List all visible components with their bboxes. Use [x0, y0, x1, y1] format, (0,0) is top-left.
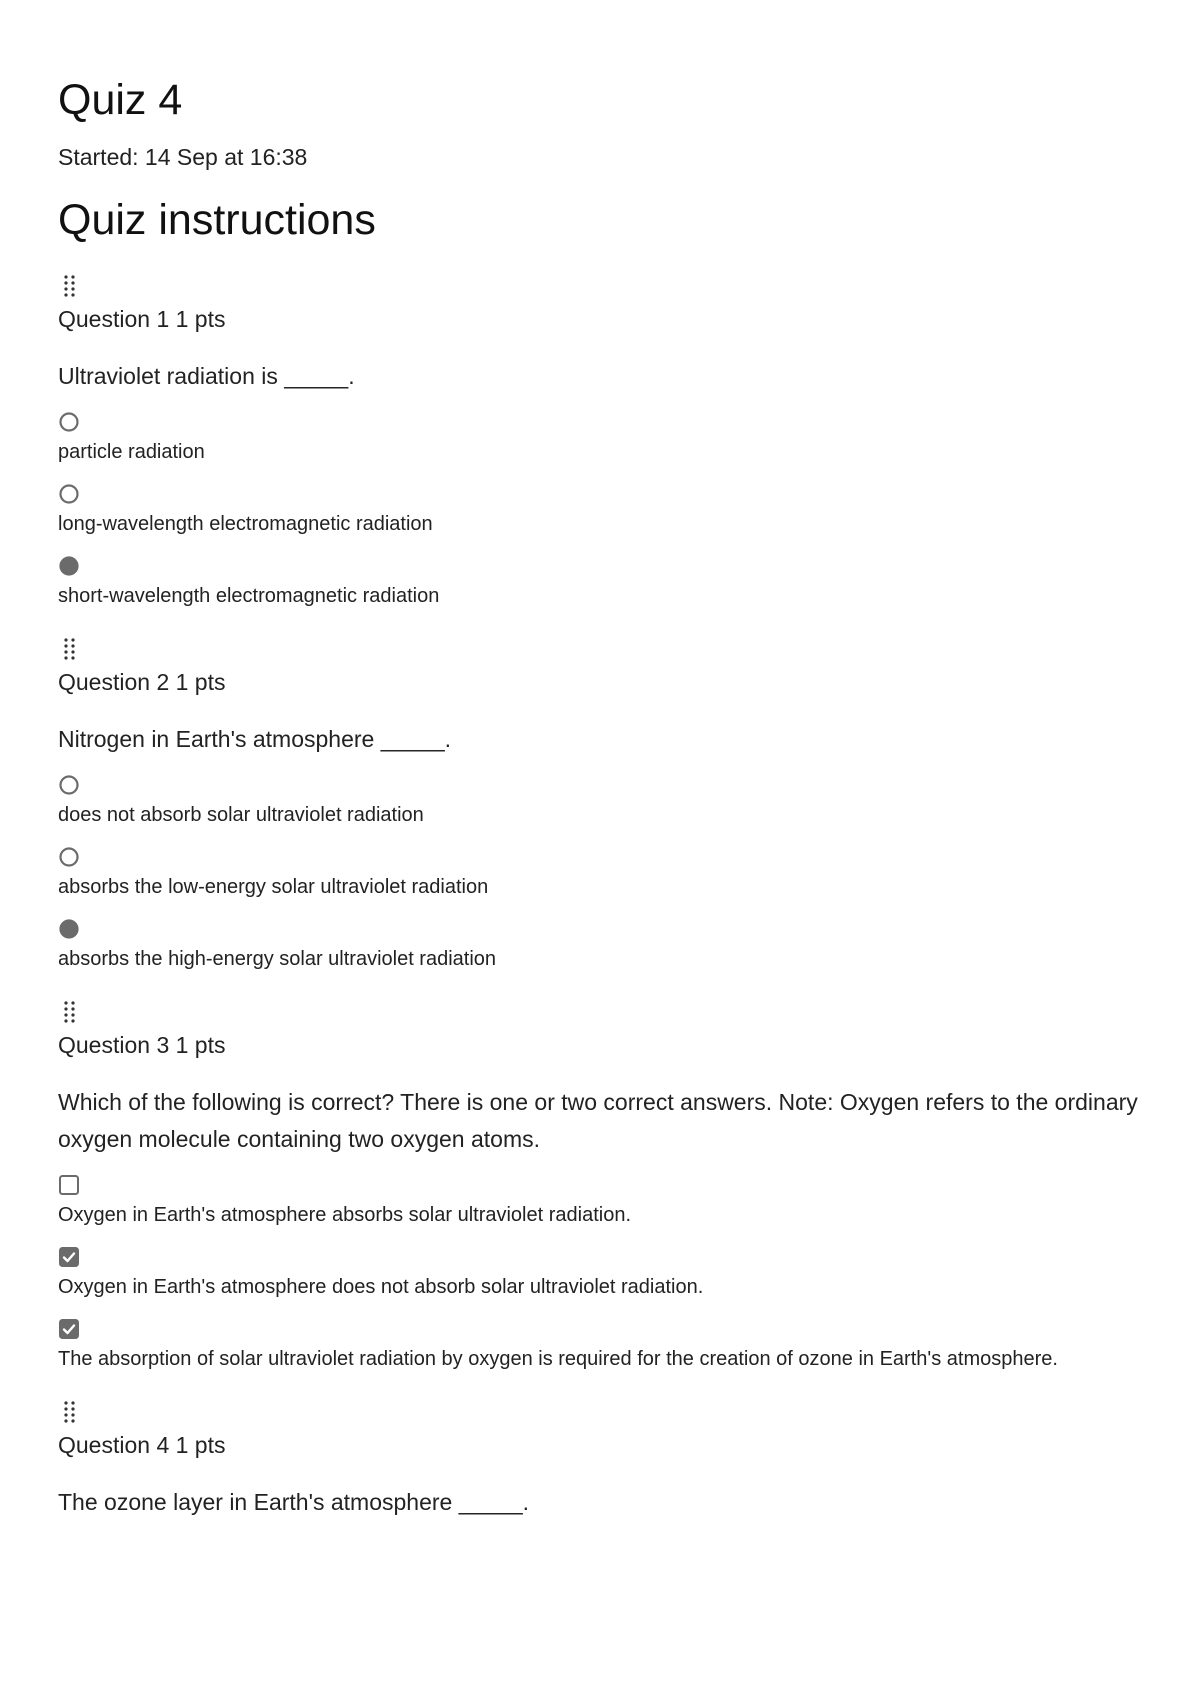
- radio-unselected-icon: [58, 483, 80, 505]
- checkbox[interactable]: [58, 1174, 80, 1196]
- answer-option: [58, 1246, 1142, 1300]
- answer-option: [58, 483, 1142, 537]
- radio-button[interactable]: [58, 555, 80, 577]
- question-header: Question 2 1 pts: [58, 669, 226, 695]
- question-text: The ozone layer in Earth's atmosphere _____.: [58, 1489, 530, 1515]
- answer-option: [58, 918, 1142, 972]
- answer-label[interactable]: does not absorb solar ultraviolet radiation: [58, 804, 424, 826]
- checkbox[interactable]: [58, 1318, 80, 1340]
- radio-selected-icon: [58, 555, 80, 577]
- drag-handle-icon[interactable]: [58, 272, 92, 300]
- question-3: [58, 998, 1142, 1372]
- question-text: Ultraviolet radiation is _____.: [58, 363, 355, 389]
- answer-label[interactable]: short-wavelength electromagnetic radiation: [58, 585, 440, 607]
- drag-handle-icon[interactable]: [58, 1398, 92, 1426]
- answer-label[interactable]: Oxygen in Earth's atmosphere absorbs solar ultraviolet radiation.: [58, 1204, 631, 1226]
- answer-label[interactable]: absorbs the high-energy solar ultraviolet radiation: [58, 948, 497, 970]
- quiz-title: Quiz 4: [58, 76, 183, 124]
- answer-option: [58, 411, 1142, 465]
- question-text: Nitrogen in Earth's atmosphere _____.: [58, 726, 452, 752]
- radio-button[interactable]: [58, 918, 80, 940]
- question-1: [58, 272, 1142, 609]
- answer-list: [58, 411, 1142, 609]
- radio-button[interactable]: [58, 774, 80, 796]
- radio-button[interactable]: [58, 846, 80, 868]
- started-timestamp: Started: 14 Sep at 16:38: [58, 144, 308, 170]
- answer-label[interactable]: Oxygen in Earth's atmosphere does not absorb solar ultraviolet radiation.: [58, 1276, 704, 1298]
- question-header: Question 1 1 pts: [58, 306, 226, 332]
- drag-dots: [64, 1400, 76, 1424]
- answer-label[interactable]: particle radiation: [58, 441, 205, 463]
- checkbox-checked-icon: [58, 1318, 80, 1340]
- question-2: [58, 635, 1142, 972]
- drag-dots: [64, 1000, 76, 1024]
- drag-handle-icon[interactable]: [58, 635, 92, 663]
- checkbox[interactable]: [58, 1246, 80, 1268]
- drag-dots: [64, 637, 76, 661]
- question-list: [58, 272, 1142, 1521]
- answer-list: [58, 774, 1142, 972]
- answer-list: [58, 1174, 1142, 1372]
- answer-option: [58, 846, 1142, 900]
- question-text: Which of the following is correct? There is one or two correct answers. Note: Oxygen refers to the ordinary oxygen molecule containing two oxygen atoms.: [58, 1089, 1138, 1152]
- checkbox-checked-icon: [58, 1246, 80, 1268]
- radio-unselected-icon: [58, 846, 80, 868]
- answer-option: [58, 1318, 1142, 1372]
- radio-unselected-icon: [58, 774, 80, 796]
- drag-dots: [64, 274, 76, 298]
- answer-option: [58, 774, 1142, 828]
- instructions-heading: Quiz instructions: [58, 196, 376, 244]
- answer-option: [58, 555, 1142, 609]
- radio-button[interactable]: [58, 483, 80, 505]
- radio-selected-icon: [58, 918, 80, 940]
- answer-label[interactable]: The absorption of solar ultraviolet radiation by oxygen is required for the creation of ozone in Earth's atmosphere.: [58, 1348, 1058, 1370]
- answer-label[interactable]: absorbs the low-energy solar ultraviolet radiation: [58, 876, 489, 898]
- drag-handle-icon[interactable]: [58, 998, 92, 1026]
- question-4: [58, 1398, 1142, 1521]
- radio-unselected-icon: [58, 411, 80, 433]
- answer-label[interactable]: long-wavelength electromagnetic radiation: [58, 513, 433, 535]
- question-header: Question 4 1 pts: [58, 1432, 226, 1458]
- answer-option: [58, 1174, 1142, 1228]
- radio-button[interactable]: [58, 411, 80, 433]
- question-header: Question 3 1 pts: [58, 1032, 226, 1058]
- checkbox-unchecked-icon: [58, 1174, 80, 1196]
